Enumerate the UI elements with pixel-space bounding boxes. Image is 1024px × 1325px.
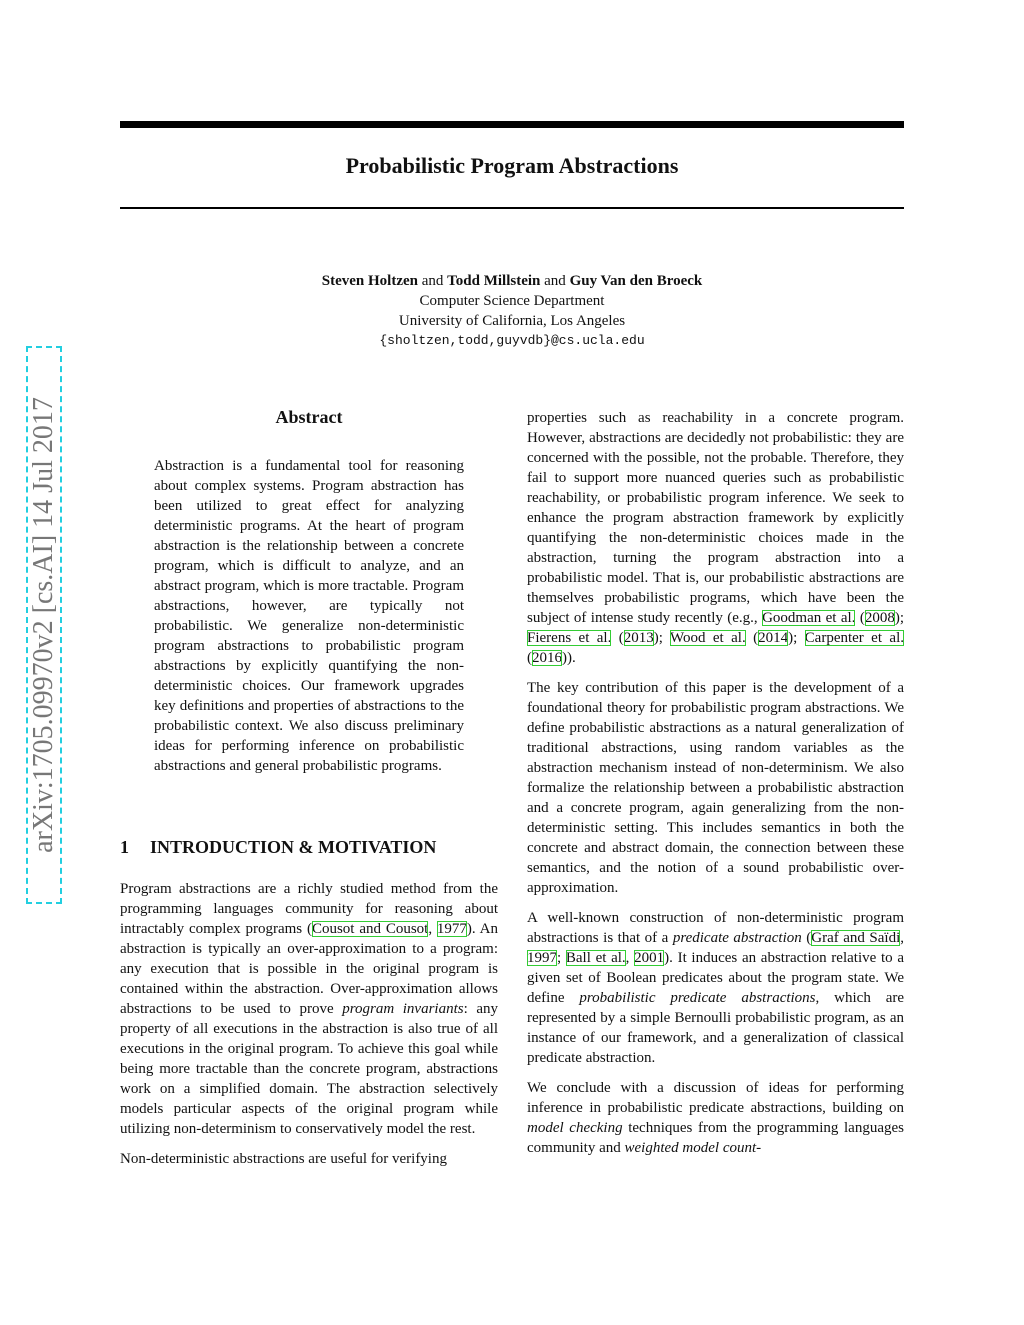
text-run: , [428,921,437,937]
author-email: {sholtzen,todd,guyvdb}@cs.ucla.edu [379,333,645,348]
citation-ball-year[interactable]: 2001 [634,950,665,966]
citation-ball[interactable]: Ball et al. [565,950,626,966]
right-paragraph-3: A well-known construction of non-deterministic program abstractions is that of a predicate abstraction (Graf and Saïdi, 1997; Ball et al., 2001). It induces an abstraction relative to a given set of Boolean predicates about the program state. We define probabilistic predicate abstractions, which are represented by a simple Bernoulli probabilistic program, as an instance of our framework, and a generalization of classical predicate abstraction. [527,910,905,1066]
citation-graf-saidi[interactable]: Graf and Saïdi [811,930,901,946]
text-run: ). It induces an abstraction relative to a given set of Boolean predicates about the program state. We define [527,950,904,1006]
citation-goodman[interactable]: Goodman et al. [762,610,856,626]
citation-goodman-year[interactable]: 2008 [864,610,895,626]
abstract-heading: Abstract [275,407,343,427]
citation-carpenter-year[interactable]: 2016 [532,650,562,666]
arxiv-identifier-link[interactable] [26,346,62,904]
author-van-den-broeck: Guy Van den Broeck [569,273,703,289]
text-run: techniques from the programming languages community and [527,1120,904,1156]
citation-cousot[interactable]: Cousot and Cousot [311,921,429,937]
emphasis: model checking [527,1120,623,1136]
author-holtzen: Steven Holtzen [321,273,418,289]
paper-title: Probabilistic Program Abstractions [345,153,679,178]
citation-cousot-year[interactable]: 1977 [436,921,467,937]
citation-wood[interactable]: Wood et al. [670,630,746,646]
emphasis: weighted model count- [624,1140,762,1156]
university: University of California, Los Angeles [398,313,626,329]
citation-fierens[interactable]: Fierens et al. [527,630,612,646]
text-run: : any property of all executions in the abstraction is also true of all executions in the original program. To achieve this goal while being more tractable than the concrete program, abstractions work on a simplified domain. The abstraction selectively models particular aspects of the original program while utilizing non-determinism to conservatively model the rest. [120,1001,498,1137]
right-paragraph-4 [527,1078,904,1158]
citation-graf-saidi-year[interactable]: 1997 [527,950,557,966]
emphasis: probabilistic predicate abstractions [579,990,816,1006]
abstract-body [154,456,464,776]
text-run: , which are represented by a simple Bernoulli probabilistic program, as an instance of our framework, and a generalization of classical predicate abstraction. [527,990,905,1066]
intro-column [120,879,498,1169]
right-column [527,408,904,1158]
top-rule [120,121,904,128]
intro-paragraph-1 [120,879,498,1139]
title-rule [120,207,904,209]
emphasis: program invariants [342,1001,464,1017]
abstract-text: Abstraction is a fundamental tool for reasoning about complex systems. Program abstraction has been utilized to great effect for analyzing deterministic programs. At the heart of program abstraction is the relationship between a concrete program, which is difficult to analyze, and an abstract program, which is more tractable. Program abstractions, however, are typically not probabilistic. We generalize non-deterministic program abstractions to probabilistic program abstractions by explicitly quantifying the non-deterministic choices. Our framework upgrades key definitions and properties of abstractions to the probabilistic context. We also discuss preliminary ideas for performing inference on probabilistic abstractions and general probabilistic programs. [154,458,464,774]
text-run: Program abstractions are a richly studied method from the programming languages community for reasoning about intractably complex programs ( [120,881,498,937]
citation-wood-year[interactable]: 2014 [758,630,789,646]
arxiv-stamp-text: arXiv:1705.09970v2 [cs.AI] 14 Jul 2017 [28,397,59,853]
citation-fierens-year[interactable]: 2013 [623,630,654,646]
text-run: properties such as reachability in a concrete program. However, abstractions are decidedly not probabilistic: they are concerned with the possible, not the probable. Therefore, they fail to support more nuanced queries such as probabilistic reachability, or probabilistic program inference. We seek to enhance the program abstraction framework by explicitly quantifying the non-deterministic choices made in the abstraction, turning the program abstraction into a probabilistic model. That is, our probabilistic abstractions are themselves probabilistic programs, which have been the subject of intense study recently (e.g., [527,410,904,626]
emphasis: predicate abstraction [672,930,802,946]
author-block [120,271,904,351]
text-run: We conclude with a discussion of ideas for performing inference in probabilistic predicate abstractions, building on [527,1080,904,1116]
section-number: 1 [120,837,129,857]
department: Computer Science Department [419,293,605,309]
citation-carpenter[interactable]: Carpenter et al. [804,630,904,646]
author-separator: and [421,273,444,289]
author-millstein: Todd Millstein [447,273,541,289]
text-run: A well-known construction of non-deterministic program abstractions is that of a [527,910,904,946]
right-paragraph-1: properties such as reachability in a concrete program. However, abstractions are decidedly not probabilistic: they are concerned with the possible, not the probable. Therefore, they fail to support more nuanced queries such as probabilistic reachability, or probabilistic program inference. We seek to enhance the program abstraction framework by explicitly quantifying the non-deterministic choices made in the abstraction, turning the program abstraction into a probabilistic model. That is, our probabilistic abstractions are themselves probabilistic programs, which have been the subject of intense study recently (e.g., Goodman et al. (2008); Fierens et al. (2013); Wood et al. (2014); Carpenter et al. (2016)). [527,410,905,666]
text-run: ). An abstraction is typically an over-approximation to a program: any execution that is possible in the original program is contained within the abstraction. Over-approximation allows abstractions to be used to prove [120,921,499,1017]
section-heading [120,835,498,859]
section-title: INTRODUCTION & MOTIVATION [150,837,437,857]
author-separator: and [544,273,566,289]
intro-paragraph-2: Non-deterministic abstractions are useful for verifying [120,1151,447,1167]
right-paragraph-2: The key contribution of this paper is the development of a foundational theory for probabilistic program abstractions. We define probabilistic abstractions as a natural generalization of traditional abstractions, using random variables as the abstraction mechanism instead of non-determinism. We also formalize the relationship between a probabilistic abstraction and a concrete program, again generalizing from the non-deterministic setting. This includes semantics in both the concrete and abstract domain, the connection between these semantics, and the notion of a sound probabilistic over-approximation. [527,680,904,896]
